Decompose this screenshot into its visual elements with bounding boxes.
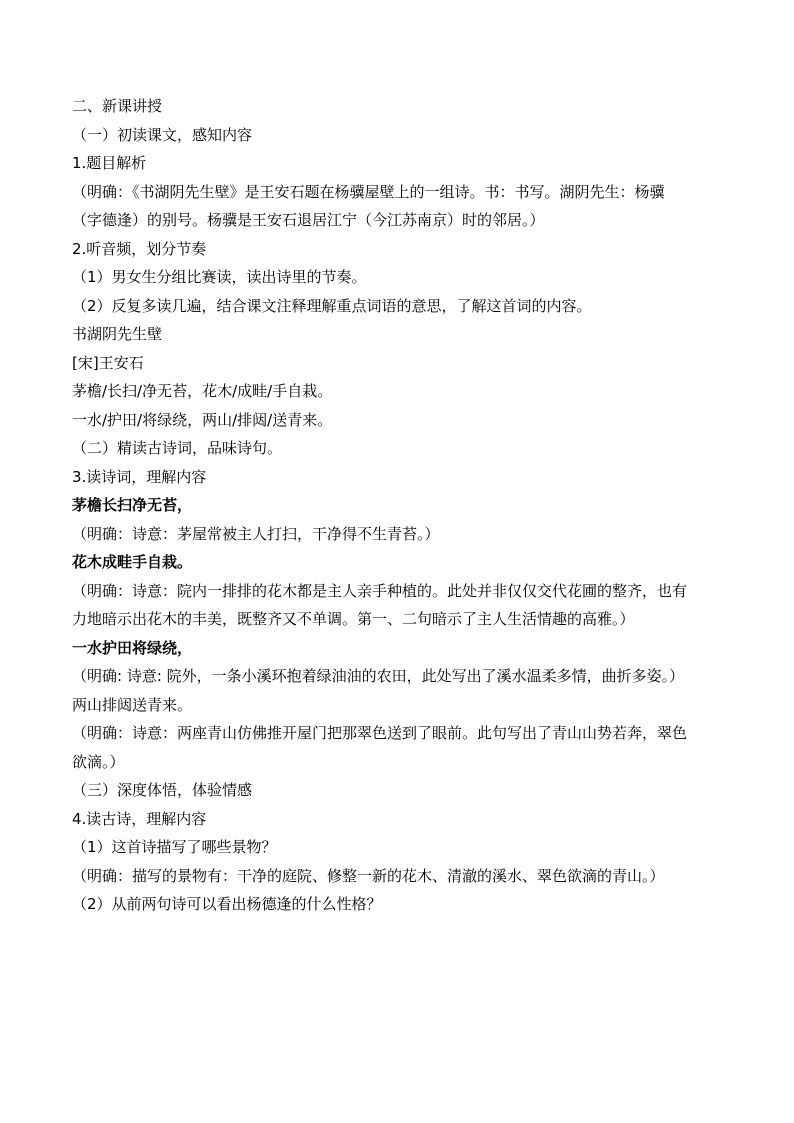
step-heading: 1.题目解析 xyxy=(72,154,147,172)
poem-verse-bold: 茅檐长扫净无苔， xyxy=(72,496,193,514)
list-item: （1）男女生分组比赛读，读出诗里的节奏。 xyxy=(72,268,367,286)
poem-verse-bold: 花木成畦手自栽。 xyxy=(72,553,193,571)
document-page xyxy=(72,96,728,923)
subsection-heading: （一）初读课文，感知内容 xyxy=(72,125,253,144)
paragraph-line: （明确：诗意：院内一排排的花木都是主人亲手种植的。此处并非仅仅交代花圃的整齐，也有 xyxy=(72,581,688,600)
paragraph-line: 力地暗示出花木的丰美，既整齐又不单调。第一、二句暗示了主人生活情趣的高雅。） xyxy=(72,610,635,628)
step-heading: 2.听音频，划分节奏 xyxy=(72,239,207,258)
poem-title: 书湖阴先生壁 xyxy=(72,325,163,343)
poem-line: 茅檐/长扫/净无苔，花木/成畦/手自栽。 xyxy=(72,382,333,400)
list-item: （2）从前两句诗可以看出杨德逢的什么性格？ xyxy=(72,895,382,913)
paragraph-line: 欲滴。） xyxy=(72,752,125,771)
poem-verse: 两山排闼送青来。 xyxy=(72,695,193,714)
poem-verse-bold: 一水护田将绿绕， xyxy=(72,638,193,657)
poem-line: 一水/护田/将绿绕，两山/排闼/送青来。 xyxy=(72,410,333,429)
paragraph-line: （明确：诗意：两座青山仿佛推开屋门把那翠色送到了眼前。此句写出了青山山势若奔，翠色 xyxy=(72,724,688,742)
poem-author: [宋]王安石 xyxy=(72,353,144,372)
paragraph-line: （明确：诗意：茅屋常被主人打扫，干净得不生青苔。） xyxy=(72,524,440,543)
subsection-heading: （二）精读古诗词，品味诗句。 xyxy=(72,439,283,457)
list-item: （2）反复多读几遍，结合课文注释理解重点词语的意思，了解这首词的内容。 xyxy=(72,296,592,315)
step-heading: 3.读诗词，理解内容 xyxy=(72,467,207,486)
section-heading: 二、新课讲授 xyxy=(72,97,163,115)
subsection-heading: （三）深度体悟，体验情感 xyxy=(72,781,253,799)
paragraph-line: （明确: 诗意: 院外，一条小溪环抱着绿油油的农田，此处写出了溪水温柔多情，曲折多姿。） xyxy=(72,667,685,685)
paragraph-line: （字德逢）的别号。杨骥是王安石退居江宁（今江苏南京）时的邻居。） xyxy=(72,211,545,229)
paragraph-line: （明确：《书湖阴先生壁》是王安石题在杨骥屋壁上的一组诗。书：书写。湖阴先生：杨骥 xyxy=(72,182,665,201)
paragraph-line: （明确：描写的景物有：干净的庭院、修整一新的花木、清澈的溪水、翠色欲滴的青山。） xyxy=(72,866,665,885)
list-item: （1）这首诗描写了哪些景物？ xyxy=(72,838,277,856)
step-heading: 4.读古诗，理解内容 xyxy=(72,809,207,828)
